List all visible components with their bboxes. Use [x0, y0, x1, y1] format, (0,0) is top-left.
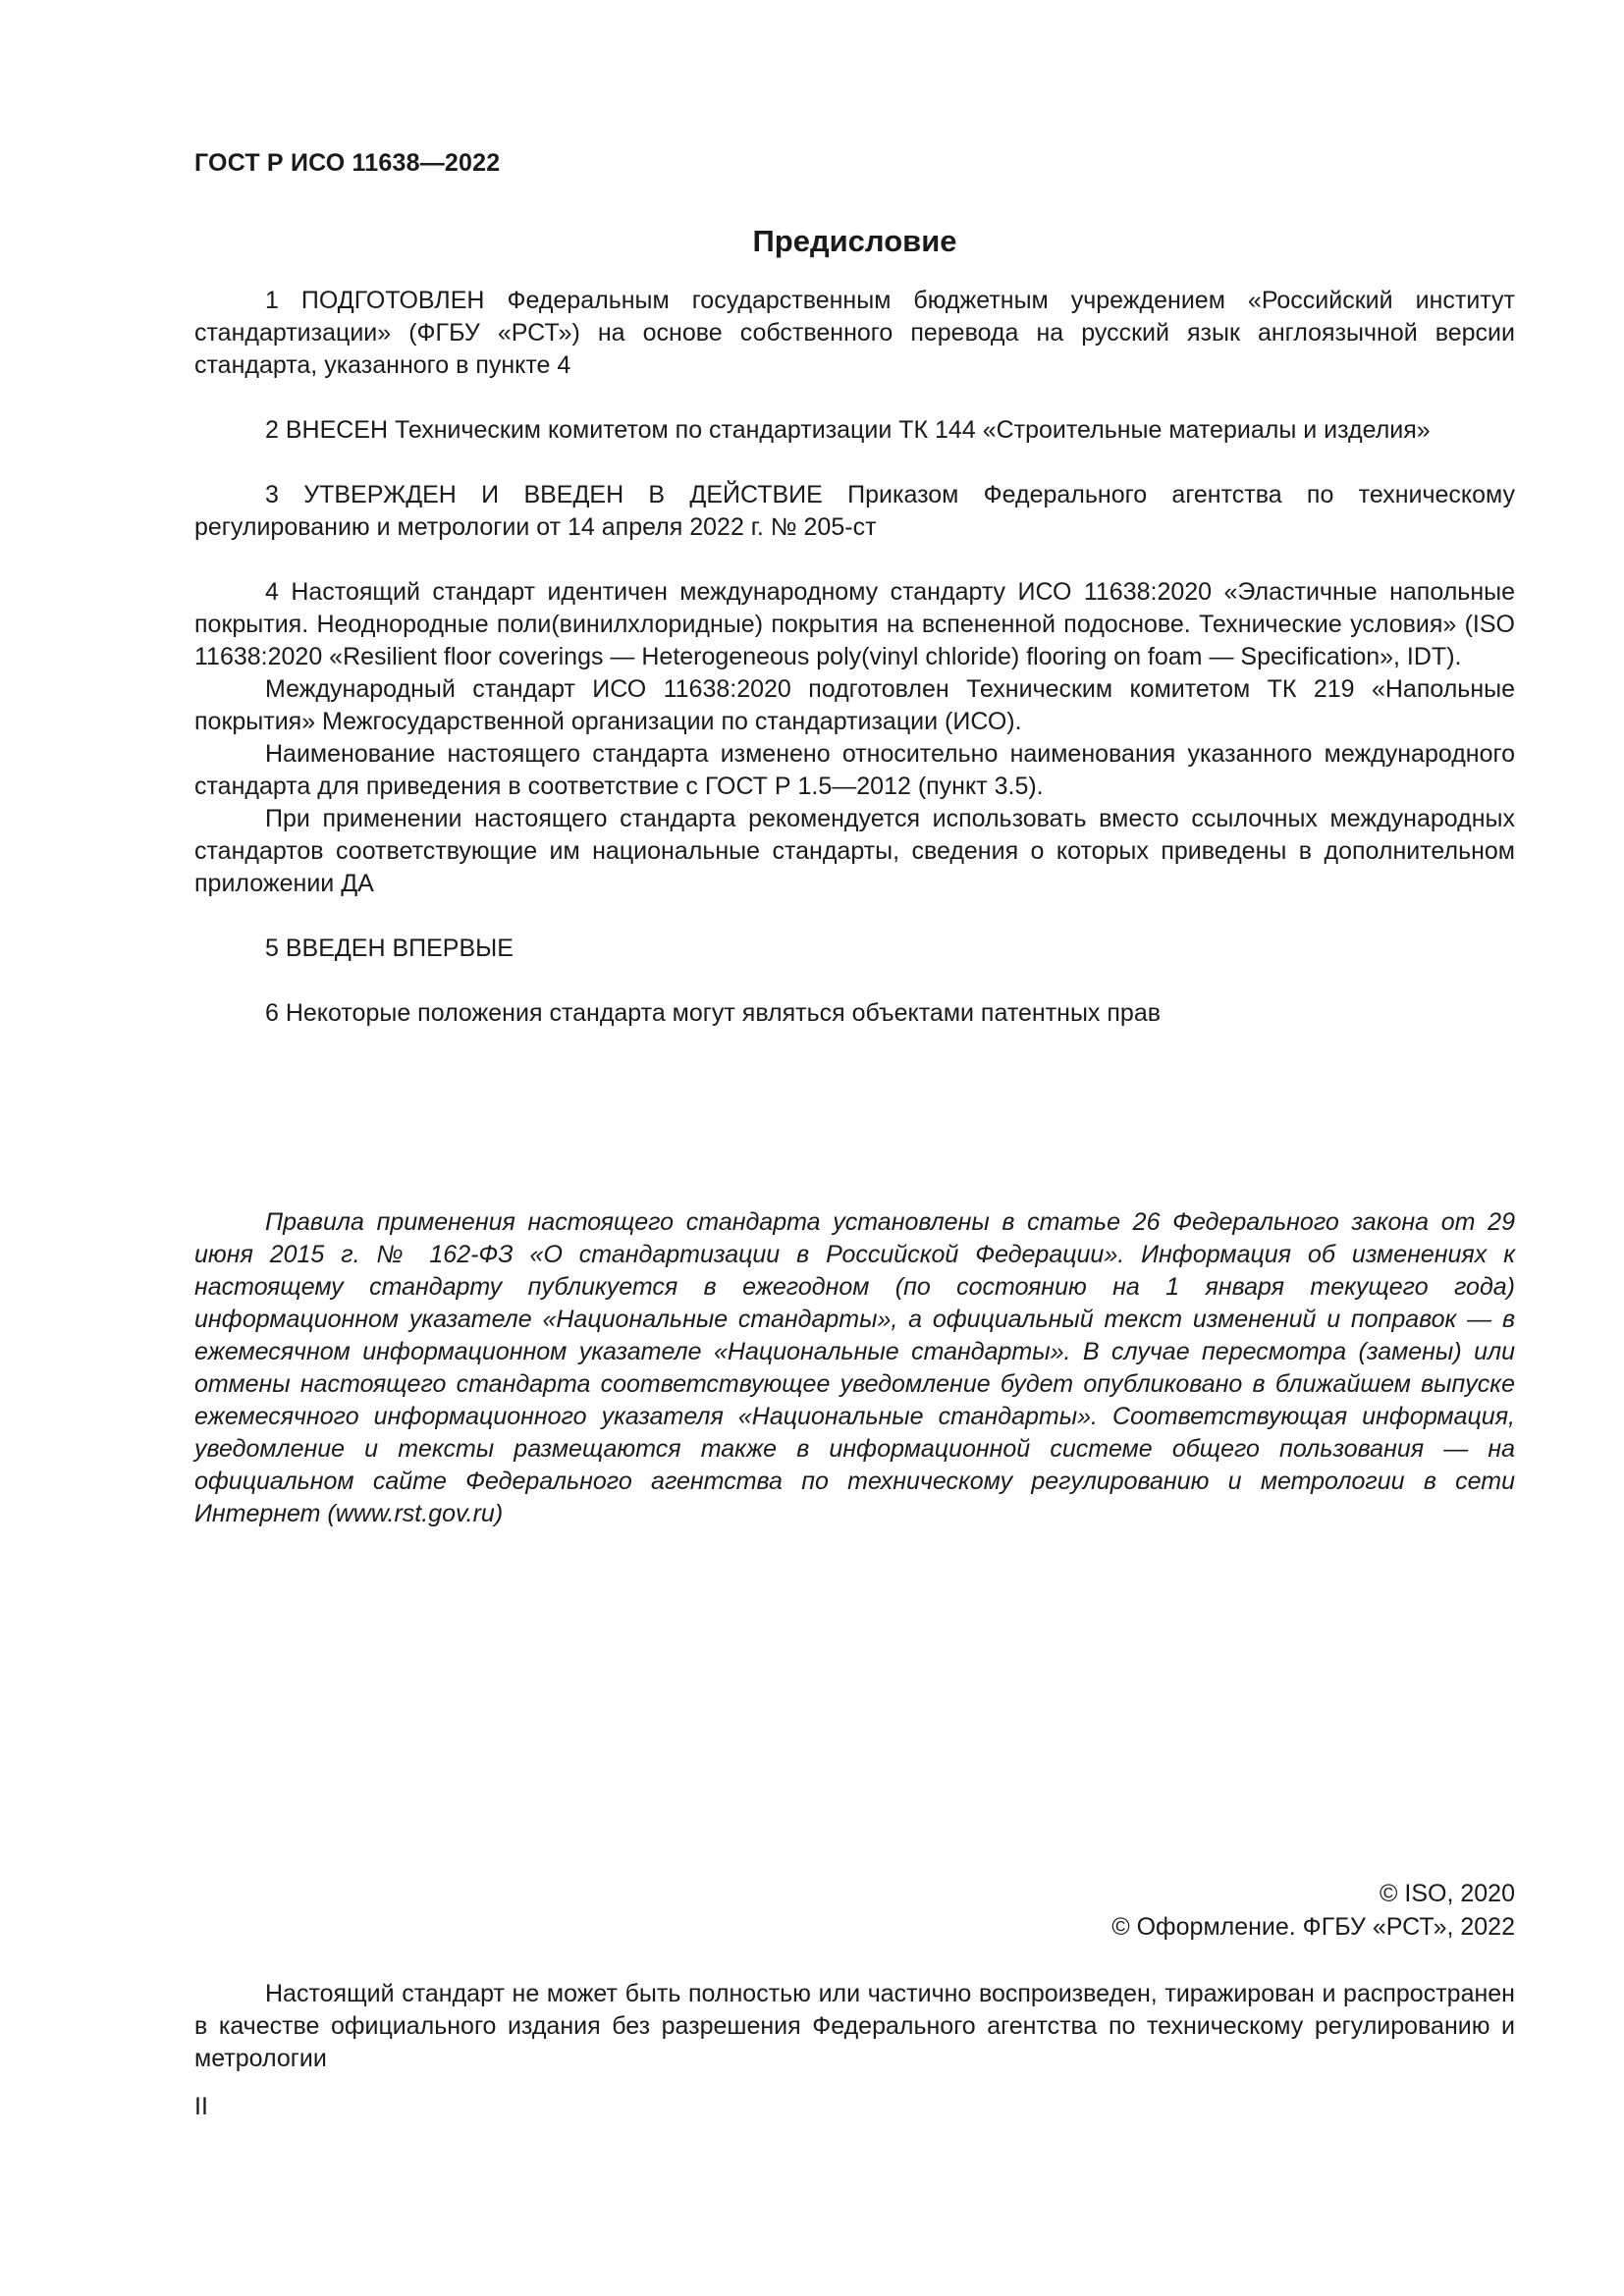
document-code: ГОСТ Р ИСО 11638—2022 — [194, 149, 501, 177]
paragraph-introduced: 2 ВНЕСЕН Техническим комитетом по стандартизации ТК 144 «Строительные материалы и изделия» — [265, 416, 1431, 444]
paragraph-prepared: 1 ПОДГОТОВЛЕН Федеральным государственным бюджетным учреждением «Российский институт стандартизации» (ФГБУ «РСТ») на основе собственного перевода на русский язык англоязычной версии стандарта, указанного в пункте 4 — [194, 287, 1515, 379]
copyright-block — [1111, 1877, 1515, 1944]
page-number: II — [194, 2093, 208, 2120]
page-title: Предисловие — [752, 224, 957, 258]
reproduction-notice: Настоящий стандарт не может быть полностью или частично воспроизведен, тиражирован и распространен в качестве официального издания без разрешения Федерального агентства по техническому регулированию и метрологии — [194, 1980, 1515, 2072]
rules-note: Правила применения настоящего стандарта установлены в статье 26 Федерального закона от 29 июня 2015 г. № 162-ФЗ «О стандартизации в Российской Федерации». Информация об изменениях к настоящему стандарту публикуется в ежегодном (по состоянию на 1 января текущего года) информационном указателе «Национальные стандарты», а официальный текст изменений и поправок — в ежемесячном информационном указателе «Национальные стандарты». В случае пересмотра (замены) или отмены настоящего стандарта соответствующее уведомление будет опубликовано в ближайшем выпуске ежемесячного информационного указателя «Национальные стандарты». Соответствующая информация, уведомление и тексты размещаются также в информационной системе общего пользования — на официальном сайте Федерального агентства по техническому регулированию и метрологии в сети Интернет (www.rst.gov.ru) — [194, 1208, 1515, 1527]
copyright-iso: © ISO, 2020 — [1380, 1880, 1515, 1907]
paragraph-name-changed: Наименование настоящего стандарта изменено относительно наименования указанного международного стандарта для приведения в соответствие с ГОСТ Р 1.5—2012 (пункт 3.5). — [194, 740, 1515, 800]
paragraph-approved: 3 УТВЕРЖДЕН И ВВЕДЕН В ДЕЙСТВИЕ Приказом Федерального агентства по техническому регулированию и метрологии от 14 апреля 2022 г. № 205-ст — [194, 481, 1515, 541]
paragraph-references: При применении настоящего стандарта рекомендуется использовать вместо ссылочных международных стандартов соответствующие им национальные стандарты, сведения о которых приведены в дополнительном приложении ДА — [194, 805, 1515, 897]
foreword-body — [194, 285, 1515, 1030]
paragraph-identical: 4 Настоящий стандарт идентичен международному стандарту ИСО 11638:2020 «Эластичные напольные покрытия. Неоднородные поли(винилхлоридные) покрытия на вспененной подоснове. Технические условия» (ISO 11638:2020 «Resilient floor coverings — Heterogeneous poly(vinyl chloride) flooring on foam — Specification», IDT). — [194, 578, 1515, 670]
paragraph-iso-prepared: Международный стандарт ИСО 11638:2020 подготовлен Техническим комитетом ТК 219 «Напольные покрытия» Межгосударственной организации по стандартизации (ИСО). — [194, 675, 1515, 735]
copyright-design: © Оформление. ФГБУ «РСТ», 2022 — [1111, 1913, 1515, 1941]
paragraph-patent: 6 Некоторые положения стандарта могут являться объектами патентных прав — [265, 999, 1161, 1027]
paragraph-first-introduced: 5 ВВЕДЕН ВПЕРВЫЕ — [265, 934, 514, 962]
